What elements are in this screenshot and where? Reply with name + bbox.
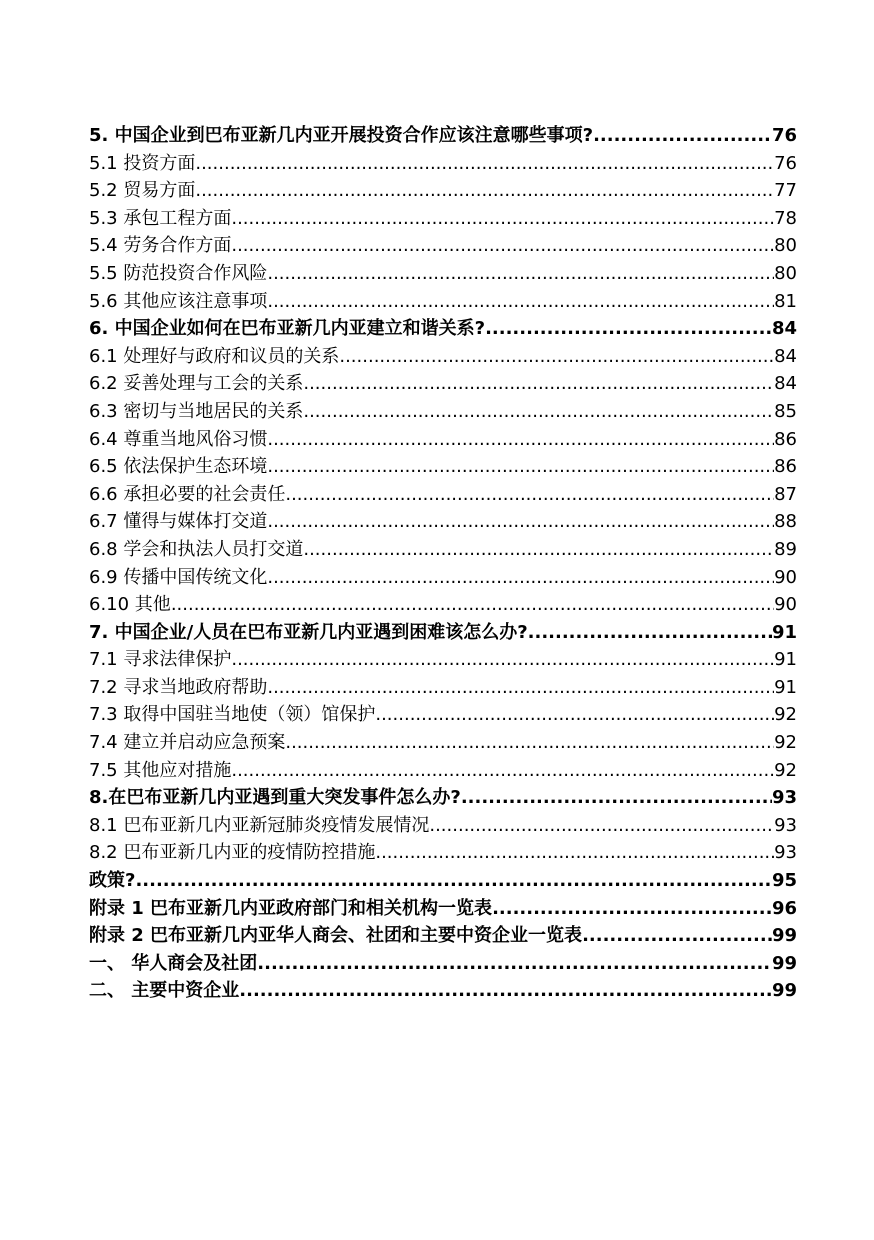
toc-leader-dots — [267, 508, 774, 536]
toc-leader-dots — [267, 564, 774, 592]
toc-entry-page: 80 — [774, 262, 797, 284]
toc-leader-dots — [303, 536, 774, 564]
toc-leader-dots — [231, 232, 774, 260]
toc-entry-page: 84 — [771, 318, 797, 340]
toc-entry-title: 6.3 密切与当地居民的关系 — [89, 400, 304, 422]
toc-leader-dots — [429, 812, 774, 840]
toc-entry-title: 6.8 学会和执法人员打交道 — [89, 538, 304, 560]
table-of-contents — [89, 122, 797, 1005]
toc-entry-title: 6.1 处理好与政府和议员的关系 — [89, 345, 340, 367]
toc-entry-page: 90 — [774, 594, 797, 616]
toc-entry-title: 附录 2 巴布亚新几内亚华人商会、社团和主要中资企业一览表 — [89, 925, 583, 947]
toc-entry[interactable] — [89, 839, 797, 867]
toc-leader-dots — [267, 288, 774, 316]
toc-entry-page: 80 — [774, 235, 797, 257]
toc-entry-title: 8.1 巴布亚新几内亚新冠肺炎疫情发展情况 — [89, 814, 430, 836]
toc-entry-page: 91 — [774, 649, 797, 671]
toc-leader-dots — [285, 729, 774, 757]
toc-leader-dots — [339, 343, 774, 371]
toc-leader-dots — [195, 177, 774, 205]
toc-entry[interactable] — [89, 536, 797, 564]
toc-leader-dots — [231, 757, 774, 785]
toc-leader-dots — [593, 122, 772, 150]
toc-leader-dots — [267, 260, 774, 288]
toc-entry[interactable] — [89, 867, 797, 895]
toc-entry-title: 政策? — [89, 870, 136, 892]
toc-entry[interactable] — [89, 398, 797, 426]
toc-leader-dots — [528, 619, 772, 647]
toc-entry-page: 99 — [771, 925, 797, 947]
toc-entry[interactable] — [89, 481, 797, 509]
toc-entry-title: 5.5 防范投资合作风险 — [89, 262, 268, 284]
toc-leader-dots — [257, 950, 772, 978]
toc-entry-title: 5.1 投资方面 — [89, 152, 196, 174]
toc-entry-page: 93 — [771, 787, 797, 809]
toc-leader-dots — [285, 481, 774, 509]
toc-entry-title: 8.在巴布亚新几内亚遇到重大突发事件怎么办? — [89, 787, 461, 809]
toc-leader-dots — [231, 646, 774, 674]
toc-entry[interactable] — [89, 591, 797, 619]
toc-entry[interactable] — [89, 729, 797, 757]
toc-entry-page: 87 — [774, 483, 797, 505]
toc-entry[interactable] — [89, 977, 797, 1005]
toc-leader-dots — [461, 784, 772, 812]
toc-entry-title: 6.7 懂得与媒体打交道 — [89, 511, 268, 533]
toc-entry-title: 7.1 寻求法律保护 — [89, 649, 232, 671]
toc-leader-dots — [375, 701, 774, 729]
toc-entry-page: 88 — [774, 511, 797, 533]
toc-entry-title: 5.4 劳务合作方面 — [89, 235, 232, 257]
toc-leader-dots — [267, 674, 774, 702]
toc-entry-title: 一、 华人商会及社团 — [89, 952, 258, 974]
toc-entry-page: 85 — [774, 400, 797, 422]
toc-leader-dots — [303, 398, 774, 426]
toc-entry-title: 7.5 其他应对措施 — [89, 759, 232, 781]
toc-leader-dots — [492, 895, 772, 923]
toc-entry-title: 7.4 建立并启动应急预案 — [89, 732, 286, 754]
toc-entry-page: 91 — [774, 676, 797, 698]
toc-entry[interactable] — [89, 370, 797, 398]
toc-leader-dots — [582, 922, 772, 950]
toc-entry-title: 二、 主要中资企业 — [89, 980, 240, 1002]
toc-leader-dots — [195, 150, 774, 178]
toc-entry[interactable] — [89, 315, 797, 343]
toc-entry-title: 附录 1 巴布亚新几内亚政府部门和相关机构一览表 — [89, 897, 493, 919]
toc-entry[interactable] — [89, 619, 797, 647]
toc-entry[interactable] — [89, 757, 797, 785]
toc-entry[interactable] — [89, 177, 797, 205]
toc-entry-title: 6.4 尊重当地风俗习惯 — [89, 428, 268, 450]
toc-leader-dots — [171, 591, 774, 619]
toc-entry-page: 81 — [774, 290, 797, 312]
toc-entry-title: 6.5 依法保护生态环境 — [89, 456, 268, 478]
toc-entry-page: 90 — [774, 566, 797, 588]
toc-entry[interactable] — [89, 674, 797, 702]
toc-entry-title: 5.2 贸易方面 — [89, 180, 196, 202]
toc-entry-title: 5. 中国企业到巴布亚新几内亚开展投资合作应该注意哪些事项? — [89, 125, 594, 146]
toc-entry-page: 86 — [774, 428, 797, 450]
toc-leader-dots — [135, 867, 771, 895]
toc-entry-page: 95 — [771, 870, 797, 892]
toc-entry-page: 99 — [771, 980, 797, 1002]
toc-entry-page: 77 — [774, 180, 797, 202]
toc-leader-dots — [267, 426, 774, 454]
toc-entry-title: 5.6 其他应该注意事项 — [89, 290, 268, 312]
toc-entry[interactable] — [89, 205, 797, 233]
toc-entry-page: 78 — [774, 207, 797, 229]
toc-entry[interactable] — [89, 288, 797, 316]
toc-entry-title: 7.3 取得中国驻当地使（领）馆保护 — [89, 704, 376, 726]
toc-entry[interactable] — [89, 426, 797, 454]
toc-entry-page: 92 — [774, 704, 797, 726]
toc-entry-title: 6.10 其他 — [89, 594, 171, 616]
toc-entry-title: 6.9 传播中国传统文化 — [89, 566, 268, 588]
toc-leader-dots — [267, 453, 774, 481]
toc-leader-dots — [303, 370, 774, 398]
toc-entry-page: 84 — [774, 373, 797, 395]
toc-entry-title: 6. 中国企业如何在巴布亚新几内亚建立和谐关系? — [89, 318, 486, 340]
toc-entry[interactable] — [89, 453, 797, 481]
toc-entry-page: 99 — [771, 952, 797, 974]
toc-entry-page: 76 — [774, 152, 797, 174]
toc-entry[interactable] — [89, 646, 797, 674]
toc-entry[interactable] — [89, 812, 797, 840]
toc-entry[interactable] — [89, 260, 797, 288]
toc-leader-dots — [485, 315, 772, 343]
toc-entry[interactable] — [89, 950, 797, 978]
toc-entry[interactable] — [89, 122, 797, 150]
toc-entry-title: 6.2 妥善处理与工会的关系 — [89, 373, 304, 395]
toc-leader-dots — [231, 205, 774, 233]
toc-entry[interactable] — [89, 564, 797, 592]
toc-leader-dots — [375, 839, 774, 867]
toc-entry[interactable] — [89, 701, 797, 729]
toc-entry[interactable] — [89, 784, 797, 812]
toc-leader-dots — [239, 977, 772, 1005]
toc-entry[interactable] — [89, 343, 797, 371]
toc-entry[interactable] — [89, 922, 797, 950]
toc-entry-page: 91 — [771, 621, 797, 643]
toc-entry-title: 8.2 巴布亚新几内亚的疫情防控措施 — [89, 842, 376, 864]
toc-entry-page: 92 — [774, 732, 797, 754]
toc-entry-page: 76 — [771, 125, 797, 146]
toc-entry-page: 86 — [774, 456, 797, 478]
toc-entry-page: 89 — [774, 538, 797, 560]
toc-entry-page: 96 — [771, 897, 797, 919]
toc-entry-title: 7.2 寻求当地政府帮助 — [89, 676, 268, 698]
toc-entry-page: 93 — [774, 814, 797, 836]
toc-entry[interactable] — [89, 895, 797, 923]
toc-entry[interactable] — [89, 508, 797, 536]
toc-entry-page: 93 — [774, 842, 797, 864]
toc-entry-title: 5.3 承包工程方面 — [89, 207, 232, 229]
toc-entry[interactable] — [89, 232, 797, 260]
toc-entry-page: 92 — [774, 759, 797, 781]
toc-entry-page: 84 — [774, 345, 797, 367]
toc-entry[interactable] — [89, 150, 797, 178]
toc-entry-title: 6.6 承担必要的社会责任 — [89, 483, 286, 505]
toc-entry-title: 7. 中国企业/人员在巴布亚新几内亚遇到困难该怎么办? — [89, 621, 528, 643]
